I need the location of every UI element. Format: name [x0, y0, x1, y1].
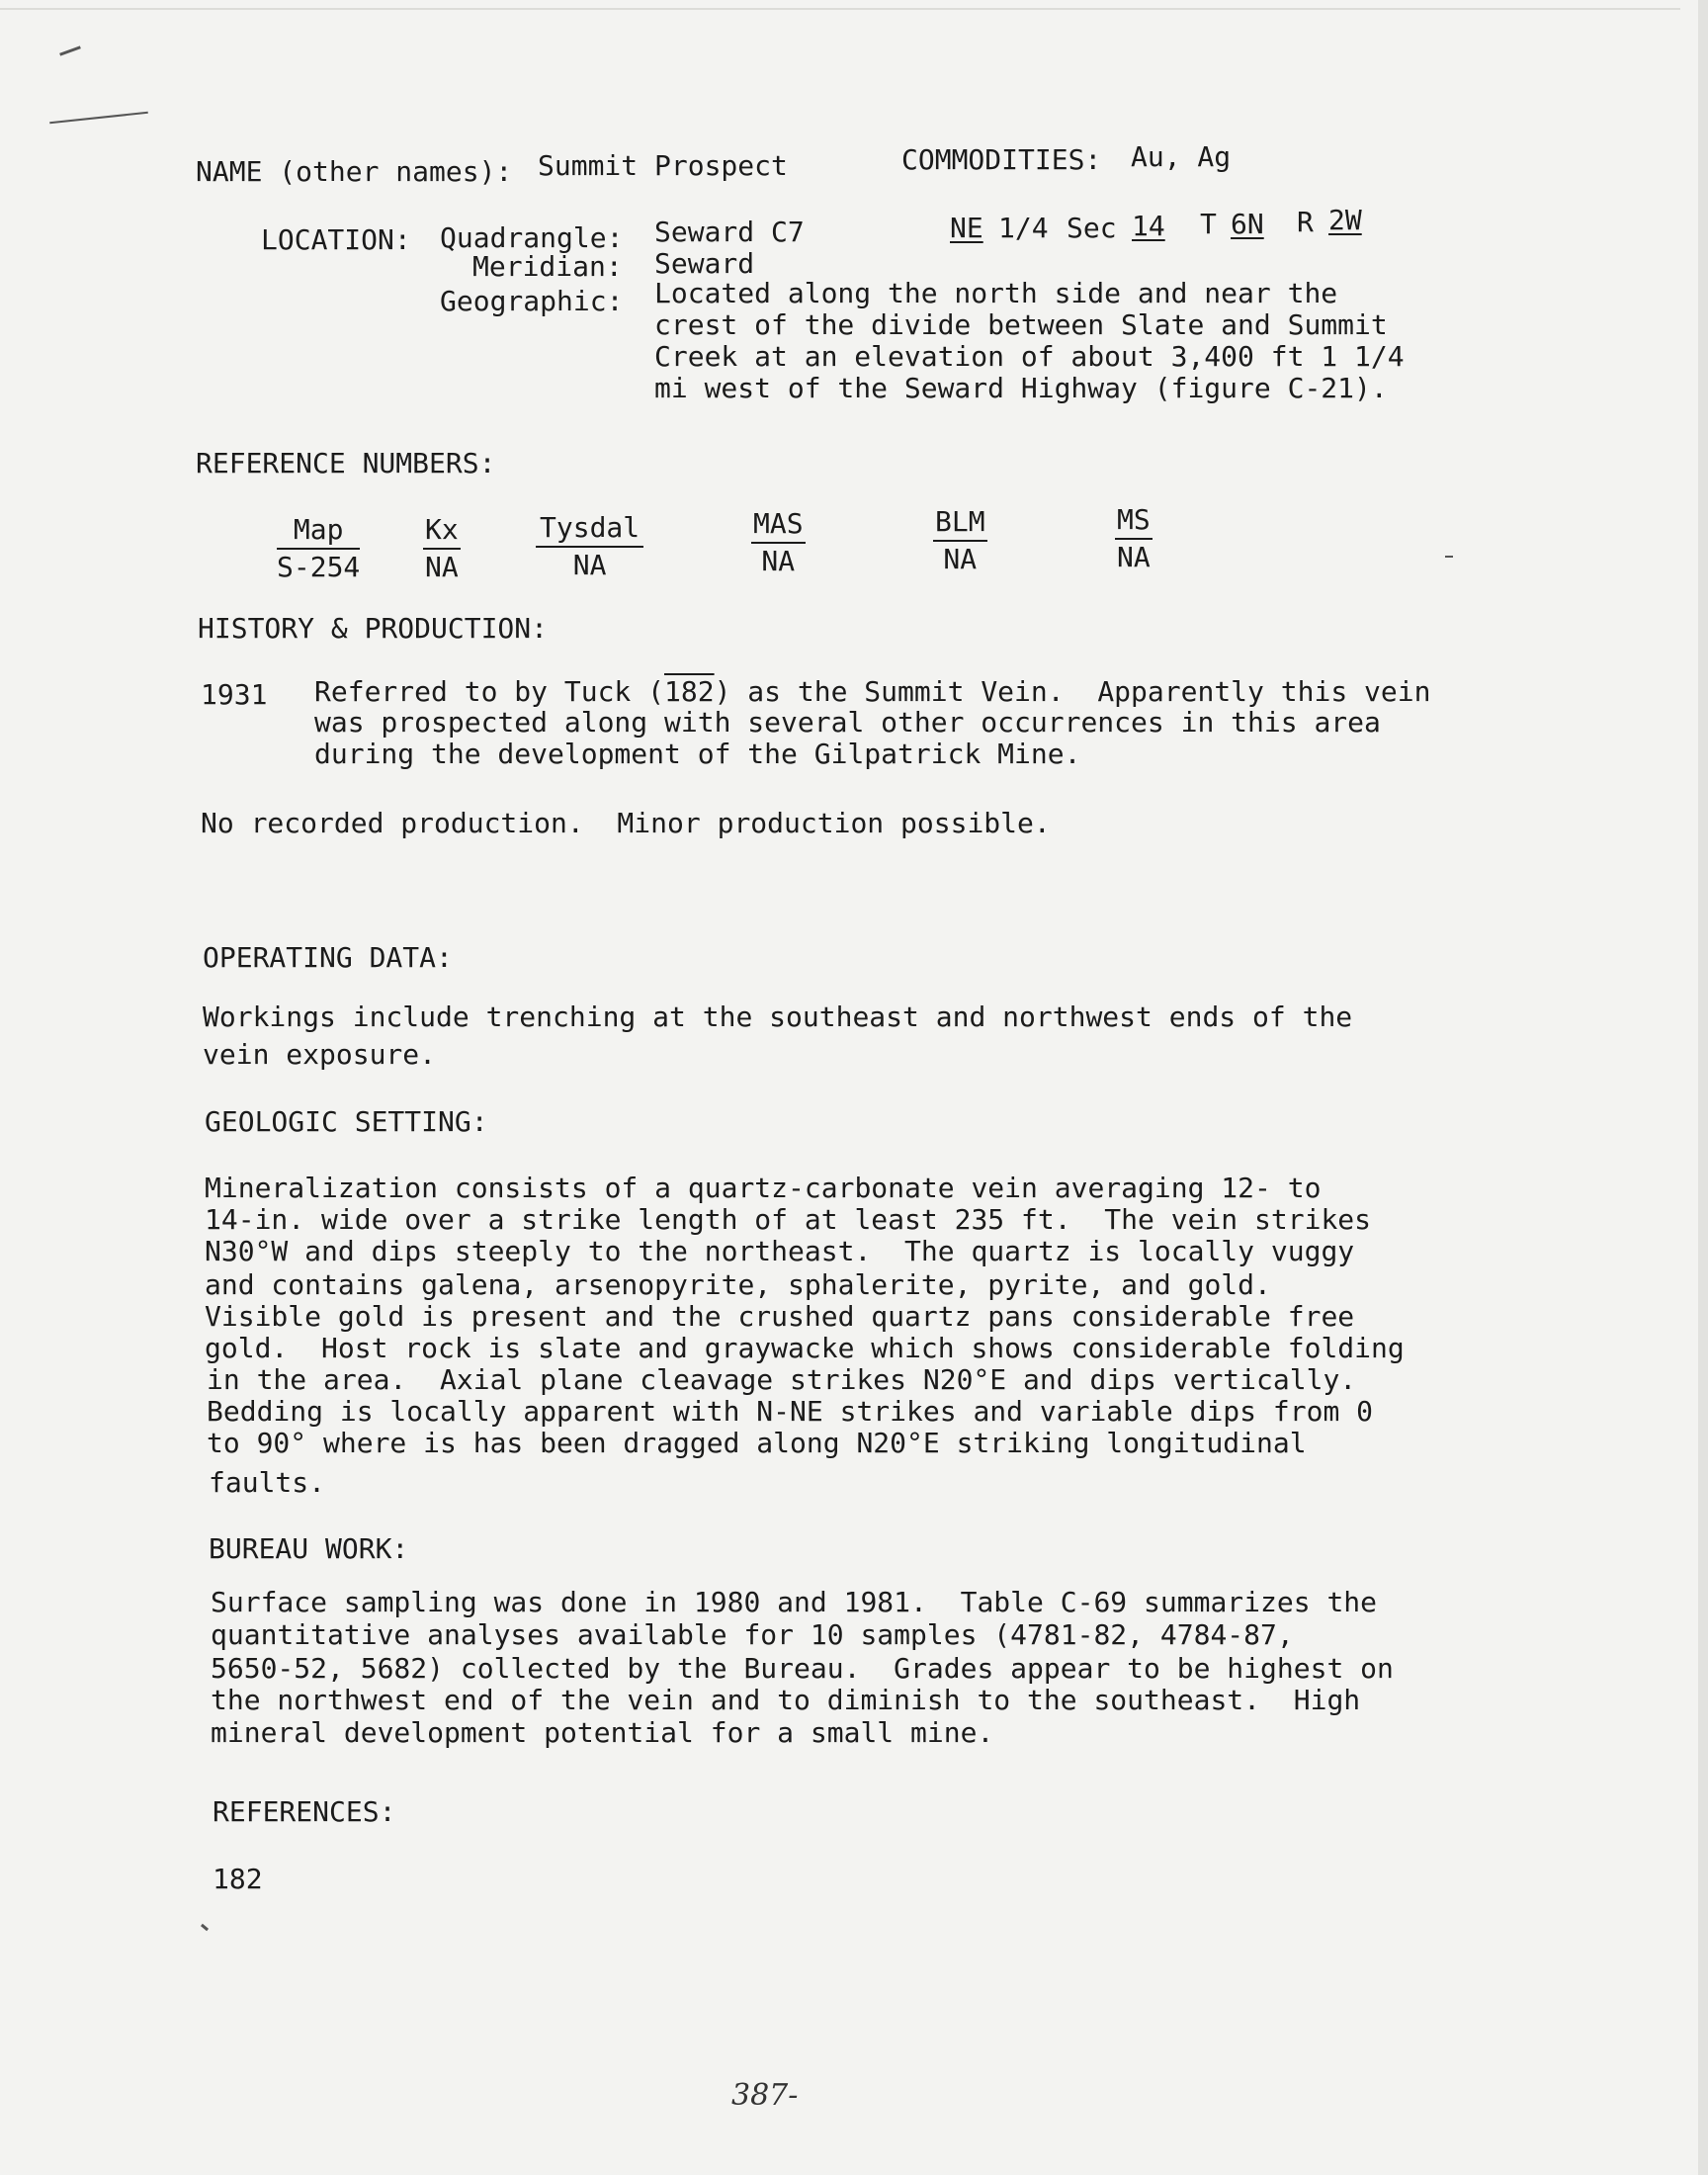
operating-line-1: Workings include trenching at the southeast and northwest ends of the	[203, 1000, 1353, 1033]
history-year: 1931	[201, 678, 268, 711]
ref-tysdal	[536, 512, 643, 581]
bureau-line-1: Surface sampling was done in 1980 and 1981. Table C-69 summarizes the	[211, 1586, 1378, 1618]
reference-numbers-heading: REFERENCE NUMBERS:	[196, 447, 496, 479]
bureau-line-4: the northwest end of the vein and to diminish to the southeast. High	[211, 1684, 1361, 1716]
ref-blm-label: BLM	[933, 506, 987, 542]
history-line-1-pre: Referred to by Tuck (	[314, 675, 665, 708]
bureau-line-2: quantitative analyses available for 10 samples (4781-82, 4784-87,	[211, 1618, 1294, 1651]
meridian-label: Meridian:	[472, 250, 623, 283]
geologic-line-10: faults.	[209, 1466, 326, 1499]
township-value: 6N	[1231, 208, 1264, 240]
geographic-line-2: crest of the divide between Slate and Summit	[654, 308, 1388, 341]
ref-map	[277, 514, 360, 583]
quadrangle-value: Seward C7	[654, 216, 805, 248]
geologic-line-2: 14-in. wide over a strike length of at least 235 ft. The vein strikes	[205, 1203, 1372, 1236]
history-line-1-post: ) as the Summit Vein. Apparently this vein	[714, 675, 1431, 708]
references-heading: REFERENCES:	[213, 1795, 396, 1828]
ref-blm-value: NA	[943, 543, 978, 575]
operating-heading: OPERATING DATA:	[203, 941, 453, 974]
meridian-value: Seward	[654, 247, 755, 280]
ref-ms-label: MS	[1115, 504, 1153, 540]
geologic-line-6: gold. Host rock is slate and graywacke which shows considerable folding	[205, 1332, 1405, 1364]
location-label: LOCATION:	[261, 223, 411, 256]
history-reference: 182	[664, 675, 715, 708]
ref-ms	[1115, 504, 1153, 573]
name-label: NAME (other names):	[196, 155, 513, 188]
range-value: 2W	[1328, 204, 1362, 236]
geographic-line-4: mi west of the Seward Highway (figure C-21).	[654, 372, 1388, 404]
scan-speck	[1445, 556, 1453, 558]
geologic-line-3: N30°W and dips steeply to the northeast. The quartz is locally vuggy	[205, 1235, 1355, 1267]
scan-speck	[49, 112, 148, 124]
sec-value: 14	[1132, 210, 1165, 242]
geologic-line-1: Mineralization consists of a quartz-carbonate vein averaging 12- to	[205, 1172, 1322, 1204]
bureau-line-5: mineral development potential for a small mine.	[211, 1716, 994, 1749]
ref-kx	[423, 514, 461, 583]
bureau-heading: BUREAU WORK:	[209, 1532, 409, 1565]
ref-mas-value: NA	[761, 545, 796, 577]
sec-label: Sec	[1067, 212, 1117, 244]
ref-kx-label: Kx	[423, 514, 461, 550]
geologic-line-7: in the area. Axial plane cleavage strikes N20°E and dips vertically.	[207, 1363, 1357, 1396]
history-line-2: was prospected along with several other occurrences in this area	[314, 706, 1381, 739]
geographic-line-1: Located along the north side and near the	[654, 277, 1338, 309]
scan-speck	[59, 45, 81, 55]
fraction: 1/4	[998, 212, 1049, 244]
commodities-value: Au, Ag	[1131, 140, 1232, 173]
ref-tysdal-label: Tysdal	[536, 512, 643, 548]
geographic-label: Geographic:	[440, 285, 624, 317]
ref-mas	[751, 508, 806, 577]
page-number: 387-	[731, 2078, 799, 2113]
history-line-3: during the development of the Gilpatrick Mine.	[314, 738, 1081, 770]
ref-kx-value: NA	[425, 551, 459, 583]
page-edge	[1698, 0, 1708, 2175]
ref-blm	[933, 506, 987, 575]
commodities-label: COMMODITIES:	[901, 143, 1102, 176]
operating-line-2: vein exposure.	[203, 1038, 437, 1071]
production-note: No recorded production. Minor production possible.	[201, 807, 1051, 839]
geologic-line-8: Bedding is locally apparent with N-NE strikes and variable dips from 0	[207, 1395, 1374, 1428]
quarter-section: NE	[950, 212, 983, 244]
history-line-1	[314, 675, 1430, 709]
name-value: Summit Prospect	[538, 149, 788, 182]
geologic-line-9: to 90° where is has been dragged along N20°E striking longitudinal	[207, 1427, 1307, 1459]
geologic-line-5: Visible gold is present and the crushed quartz pans considerable free	[205, 1300, 1355, 1333]
ref-tysdal-value: NA	[572, 549, 607, 581]
geologic-heading: GEOLOGIC SETTING:	[205, 1105, 488, 1138]
ref-map-label: Map	[277, 514, 360, 550]
geographic-line-3: Creek at an elevation of about 3,400 ft 1 1/4	[654, 340, 1405, 373]
ref-map-value: S-254	[277, 551, 361, 583]
geologic-line-4: and contains galena, arsenopyrite, sphalerite, pyrite, and gold.	[205, 1268, 1271, 1301]
quadrangle-label: Quadrangle:	[440, 221, 624, 254]
history-heading: HISTORY & PRODUCTION:	[198, 612, 549, 645]
ref-mas-label: MAS	[751, 508, 806, 544]
range-label: R	[1297, 206, 1314, 238]
page-top-edge	[0, 8, 1680, 10]
bureau-line-3: 5650-52, 5682) collected by the Bureau. Grades appear to be highest on	[211, 1652, 1394, 1685]
ref-ms-value: NA	[1117, 541, 1151, 573]
township-label: T	[1200, 208, 1217, 240]
references-value: 182	[213, 1863, 263, 1895]
scan-speck	[201, 1924, 209, 1931]
